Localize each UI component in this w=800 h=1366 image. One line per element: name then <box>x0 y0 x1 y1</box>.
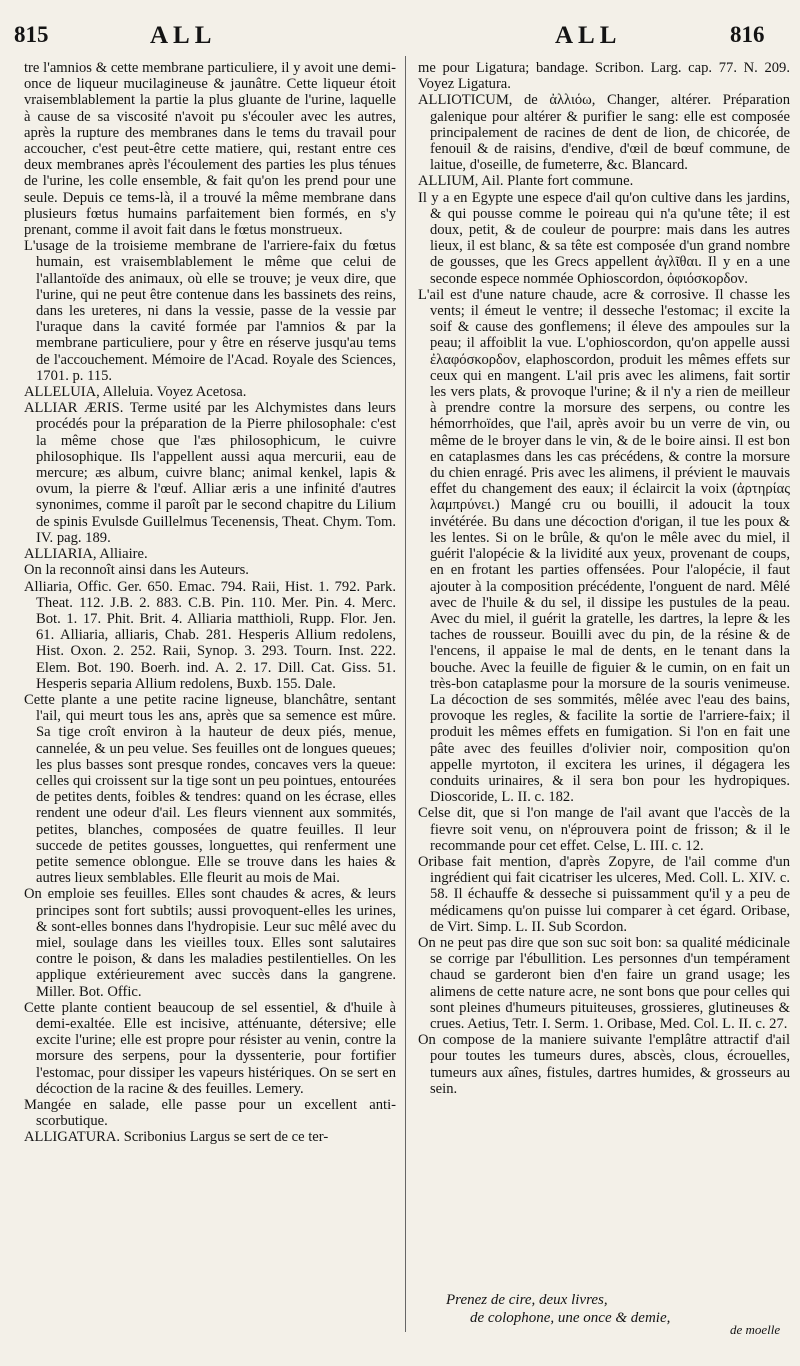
paragraph: On la reconnoît ainsi dans les Auteurs. <box>24 562 249 579</box>
paragraph: Mangée en salade, elle passe pour un excellent anti-scorbutique. <box>24 1097 396 1130</box>
left-page-number: 815 <box>14 22 49 47</box>
paragraph: On ne peut pas dire que son suc soit bon: sa qualité médicinale se corrige par l'ébullition. Les personnes d'un tempérament chaud se garderont bien d'en faire un grand usage; les alimens de cette nature acre, ne sont bons que pour celles qui sont pleines d'humeurs pituiteuses, grossieres, glutineuses & crues. Aetius, Tetr. I. Serm. 1. Oribase, Med. Col. L. II. c. 27. <box>418 934 790 1032</box>
entry-alligatura: ALLIGATURA. Scribonius Largus se sert de ce ter- <box>24 1129 329 1146</box>
recipe-line: Prenez de cire, deux livres, <box>446 1292 608 1308</box>
entry-alliar-aeris: ALLIAR ÆRIS. Terme usité par les Alchymistes dans leurs procédés pour la préparation de la Pierre philosophale: c'est la même chose que l'æs philosophicum, le cuivre philosophique. Ils l'appellent aussi aqua mercurii, eau de mercure; æs album, cuivre blanc; animal kenkel, lapis & ovum, la pierre & l'œuf. Alliar æris a une infinité d'autres synonimes, comme il paroît par le second chapitre du Lilium de spinis Evulsde Guillelmus Tecenensis, Theat. Chym. Tom. IV. pag. 189. <box>24 400 396 546</box>
paragraph: On emploie ses feuilles. Elles sont chaudes & acres, & leurs principes sont fort subtils; aussi provoquent-elles les urines, & sont-elles bonnes dans l'hydropisie. Leur suc mêlé avec du miel, soulage dans les vieilles toux. Elles sont salutaires contre le poison, & dans les maladies pestilentielles. On les applique extérieurement avec succès dans la gangrene. Miller. Bot. Offic. <box>24 886 396 1000</box>
catchword: de moelle <box>730 1322 781 1337</box>
right-column <box>418 60 790 1097</box>
right-page-number: 816 <box>730 22 765 47</box>
entry-alliaria: ALLIARIA, Alliaire. <box>24 546 148 563</box>
paragraph: L'ail est d'une nature chaude, acre & corrosive. Il chasse les vents; il émeut le ventre; il desseche l'estomac; il excite la soif & cause des gonflemens; il éleve des ampoules sur la peau; il affoiblit la vue. L'ophioscordon, qu'on appelle aussi ἐλαφόσκορδον, elaphoscordon, produit les mêmes effets sur ceux qui en mangent. L'ail pris avec les alimens, fait sortir les vers plats, & provoque l'urine; & il n'y a rien de meilleur à prendre contre la morsure des serpens, ou contre les hémorrhoïdes, que l'ail, après avoir bu un verre de vin, ou même de le broyer dans le vin, & de le boire ainsi. Il est bon en cataplasmes dans les cas précédens, & contre la morsure du chien enragé. Pris avec les alimens, il prévient le mauvais effet du changement des eaux; il éclaircit la voix (ἀρτηρίας λαμπρύνει.) Mangé cru ou bouilli, il adoucit la toux invétérée. Bu dans une décoction d'origan, il tue les poux & les lentes. Si on le brûle, & qu'on le mêle avec du miel, il guérit l'alopécie & la lividité aux yeux, provenant de coups, en en frotant les parties offensées. Pour l'alopécie, il faut ajouter à la composition précédente, l'onguent de nard. Mêlé avec de l'huile & du sel, il dissipe les pustules de la peau. Avec du miel, il guérit la gratelle, les dartres, la lepre & les taches de rousseur. Bouilli avec du pin, de la résine & de l'encens, il appaise le mal de dents, en le tenant dans la bouche. Avec la feuille de figuier & le cumin, on en fait un très-bon cataplasme pour la morsure de la souris venimeuse. La décoction de ses sommités, mêlée avec l'eau des bains, provoque les regles, & facilite la sortie de l'arriere-faix; il produit les mêmes effets en fumigation. Si l'on en fait une pâte avec des feuilles d'olivier noir, composition qu'on appelle myrtoton, il excitera les urines, il dégagera les conduits urinaires, & il sera bon pour les hydropiques. Dioscoride, L. II. c. 182. <box>418 286 790 806</box>
column-divider <box>405 56 406 1332</box>
left-running-head: ALL <box>150 22 217 49</box>
paragraph: tre l'amnios & cette membrane particuliere, il y avoit une demi-once de liqueur mucilagineuse & jaunâtre. Cette liqueur étoit vraisemblablement la partie la plus gluante de l'urine, laquelle à cause de sa viscosité n'avoit pu s'écouler avec les autres, après la rupture des membranes dans le tems du travail pour accoucher, c'est peut-être cette matiere, qui, restant entre ces deux membranes après l'écoulement des parties les plus ténues de l'urine, les colle ensemble, & fait qu'on les prend pour une seule. Depuis ce tems-là, il a trouvé la même membrane dans plusieurs fœtus humains parfaitement bien formés, en s'y prenant, comme il avoit fait dans le fœtus monstrueux. <box>24 60 396 239</box>
paragraph: On compose de la maniere suivante l'emplâtre attractif d'ail pour toutes les tumeurs dures, abscès, clous, écrouelles, tumeurs aux aînes, fistules, dartres humides, & grosseurs au sein. <box>418 1032 790 1097</box>
paragraph: Celse dit, que si l'on mange de l'ail avant que l'accès de la fievre soit venu, on n'éprouvera point de frisson; & il le recommande pour cet effet. Celse, L. III. c. 12. <box>418 805 790 854</box>
paragraph: L'usage de la troisieme membrane de l'arriere-faix du fœtus humain, est vraisemblablement le même que celui de l'allantoïde des animaux, où elle se trouve; je veux dire, que l'urine, qui ne peut être contenue dans les bassinets des reins, dans les ureteres, ni dans la vessie, passe de la vessie par l'uraque dans la cavité formée par l'amnios & par la membrane particuliere, pour y être en réserve jusqu'au tems de l'accouchement. Mémoire de l'Acad. Royale des Sciences, 1701. p. 115. <box>24 238 396 384</box>
recipe-line: de colophone, une once & demie, <box>470 1310 671 1326</box>
left-column <box>24 60 396 1146</box>
entry-alleluia: ALLELUIA, Alleluia. Voyez Acetosa. <box>24 384 247 401</box>
right-running-head: ALL <box>555 22 622 49</box>
paragraph: Il y a en Egypte une espece d'ail qu'on cultive dans les jardins, & qui pousse comme le poireau qui n'a qu'une tête; il est doux, petit, & de couleur de pourpre: mais dans les autres lieux, il est blanc, & sa tête est composée d'un grand nombre de gousses, que les Grecs appellent ἀγλῖθαι. Il y en a une seconde espece nommée Ophioscordon, ὀφιόσκορδον. <box>418 189 790 287</box>
entry-allium: ALLIUM, Ail. Plante fort commune. <box>418 173 634 190</box>
entry-allioticum: ALLIOTICUM, de ἀλλιόω, Changer, altérer. Préparation galenique pour altérer & purifier le sang: elle est composée principalement de racines de dent de lion, de chicorée, de fenouil & de raisins, d'endive, d'œil de bœuf commune, de laitue, d'oseille, de fumeterre, &c. Blancard. <box>418 92 790 174</box>
paragraph: Cette plante a une petite racine ligneuse, blanchâtre, sentant l'ail, qui meurt tous les ans, après que sa semence est mûre. Sa tige croît environ à la hauteur de deux piés, menue, cannelée, & un peu velue. Ses feuilles ont de longues queues; les plus basses sont presque rondes, concaves vers la queue: celles qui croissent sur la tige sont un peu pointues, entourées de petites dents, foibles & tendres: quand on les écrase, elles rendent une odeur d'ail. Les fleurs viennent aux sommités, petites, blanches, composées de quatre feuilles. Il leur succede de petites gousses, longuettes, qui renferment une petite semence oblongue. Elle se trouve dans les haies & autres lieux semblables. Elle fleurit au mois de Mai. <box>24 691 396 887</box>
paragraph: Cette plante contient beaucoup de sel essentiel, & d'huile à demi-exaltée. Elle est incisive, atténuante, détersive; elle excite l'urine; elle est propre pour résister au venin, contre la morsure des serpens, pour la dyssenterie, pour fortifier l'estomac, pour dissiper les vapeurs histériques. On se sert en décoction de la racine & des feuilles. Lemery. <box>24 999 396 1097</box>
synonyms-paragraph: Alliaria, Offic. Ger. 650. Emac. 794. Raii, Hist. 1. 792. Park. Theat. 112. J.B. 2. 883. C.B. Pin. 110. Mer. Pin. 4. Merc. Bot. 1. 17. Phit. Brit. 4. Alliaria matthioli, Rupp. Flor. Jen. 61. Alliaria, alliaris, Chab. 281. Hesperis Allium redolens, Hist. Oxon. 2. 252. Raii, Synop. 3. 293. Tourn. Inst. 222. Elem. Bot. 190. Boerh. ind. A. 2. 17. Dill. Cat. Giss. 51. Hesperis separia Allium redolens, Buxb. 155. Dale. <box>24 578 396 692</box>
paragraph: Oribase fait mention, d'après Zopyre, de l'ail comme d'un ingrédient qui fait cicatriser les ulceres, Med. Coll. L. XIV. c. 58. Il échauffe & desseche si puissamment qu'il y a peu de médicamens qu'on puisse lui comparer à cet égard. Oribase, de Virt. Simp. L. II. Sub Scordon. <box>418 853 790 935</box>
paragraph: me pour Ligatura; bandage. Scribon. Larg. cap. 77. N. 209. Voyez Ligatura. <box>418 60 790 93</box>
